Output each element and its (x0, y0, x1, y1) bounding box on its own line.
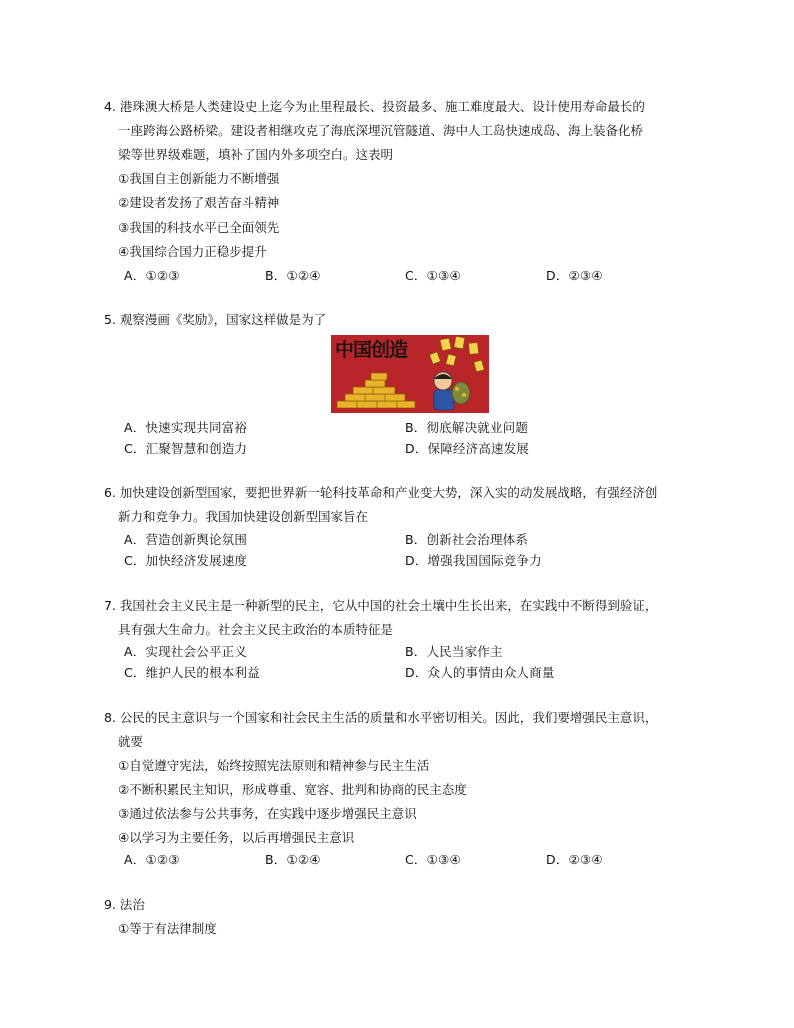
q8-item-3: ③通过依法参与公共事务，在实践中逐步增强民主意识 (118, 806, 417, 821)
q8-option-b[interactable]: B．①②④ (265, 852, 321, 867)
q4-stem-line3: 梁等世界级难题，填补了国内外多项空白。这表明 (118, 147, 394, 162)
q4-stem-line1: 4. 港珠澳大桥是人类建设史上迄今为止里程最长、投资最多、施工难度最大、设计使用寿命最长的 (104, 99, 645, 114)
q5-option-d[interactable]: D．保障经济高速发展 (405, 441, 530, 456)
q6-option-c[interactable]: C．加快经济发展速度 (124, 553, 248, 568)
q4-option-b[interactable]: B．①②④ (265, 268, 321, 283)
q7-stem-line1: 7. 我国社会主义民主是一种新型的民主，它从中国的社会土壤中生长出来，在实践中不断得到验证， (104, 598, 658, 613)
q7-option-b[interactable]: B．人民当家作主 (405, 644, 503, 659)
q5-option-a[interactable]: A．快速实现共同富裕 (124, 420, 248, 435)
q8-option-c[interactable]: C．①③④ (405, 852, 461, 867)
q4-item-4: ④我国综合国力正稳步提升 (118, 244, 267, 259)
q5-stem: 5. 观察漫画《奖励》，国家这样做是为了 (104, 312, 327, 327)
q9-stem: 9. 法治 (104, 897, 145, 912)
q8-option-a[interactable]: A．①②③ (124, 852, 180, 867)
q8-item-4: ④以学习为主要任务，以后再增强民主意识 (118, 830, 355, 845)
cartoon-image (331, 335, 489, 413)
cartoon-illustration (331, 335, 489, 413)
q8-stem-line1: 8. 公民的民主意识与一个国家和社会民主生活的质量和水平密切相关。因此，我们要增强民主意识， (104, 710, 658, 725)
q5-option-b[interactable]: B．彻底解决就业问题 (405, 420, 529, 435)
q8-option-d[interactable]: D．②③④ (546, 852, 603, 867)
q8-item-2: ②不断积累民主知识，形成尊重、宽容、批判和协商的民主态度 (118, 782, 467, 797)
q4-option-a[interactable]: A．①②③ (124, 268, 180, 283)
q4-item-1: ①我国自主创新能力不断增强 (118, 171, 280, 186)
q7-option-a[interactable]: A．实现社会公平正义 (124, 644, 248, 659)
q4-option-c[interactable]: C．①③④ (405, 268, 461, 283)
q4-stem-line2: 一座跨海公路桥梁。建设者相继攻克了海底深埋沉管隧道、海中人工岛快速成岛、海上装备化桥 (118, 123, 644, 138)
q6-option-a[interactable]: A．营造创新舆论氛围 (124, 532, 248, 547)
q4-option-d[interactable]: D．②③④ (546, 268, 603, 283)
q6-option-b[interactable]: B．创新社会治理体系 (405, 532, 529, 547)
q5-option-c[interactable]: C．汇聚智慧和创造力 (124, 441, 248, 456)
q8-stem-line2: 就要 (118, 734, 144, 749)
q8-item-1: ①自觉遵守宪法，始终按照宪法原则和精神参与民主生活 (118, 758, 430, 773)
q7-stem-line2: 具有强大生命力。社会主义民主政治的本质特征是 (118, 622, 394, 637)
q6-option-d[interactable]: D．增强我国国际竞争力 (405, 553, 542, 568)
q6-stem-line1: 6. 加快建设创新型国家，要把世界新一轮科技革命和产业变大势，深入实的动发展战略，有强经济创 (104, 485, 658, 500)
q4-item-3: ③我国的科技水平已全面领先 (118, 220, 280, 235)
q6-stem-line2: 新力和竞争力。我国加快建设创新型国家旨在 (118, 509, 369, 524)
q4-item-2: ②建设者发扬了艰苦奋斗精神 (118, 195, 280, 210)
q7-option-c[interactable]: C．维护人民的根本利益 (124, 665, 260, 680)
q7-option-d[interactable]: D．众人的事情由众人商量 (405, 665, 555, 680)
q9-item-1: ①等于有法律制度 (118, 921, 217, 936)
cartoon-title: 中国创造 (335, 339, 408, 361)
